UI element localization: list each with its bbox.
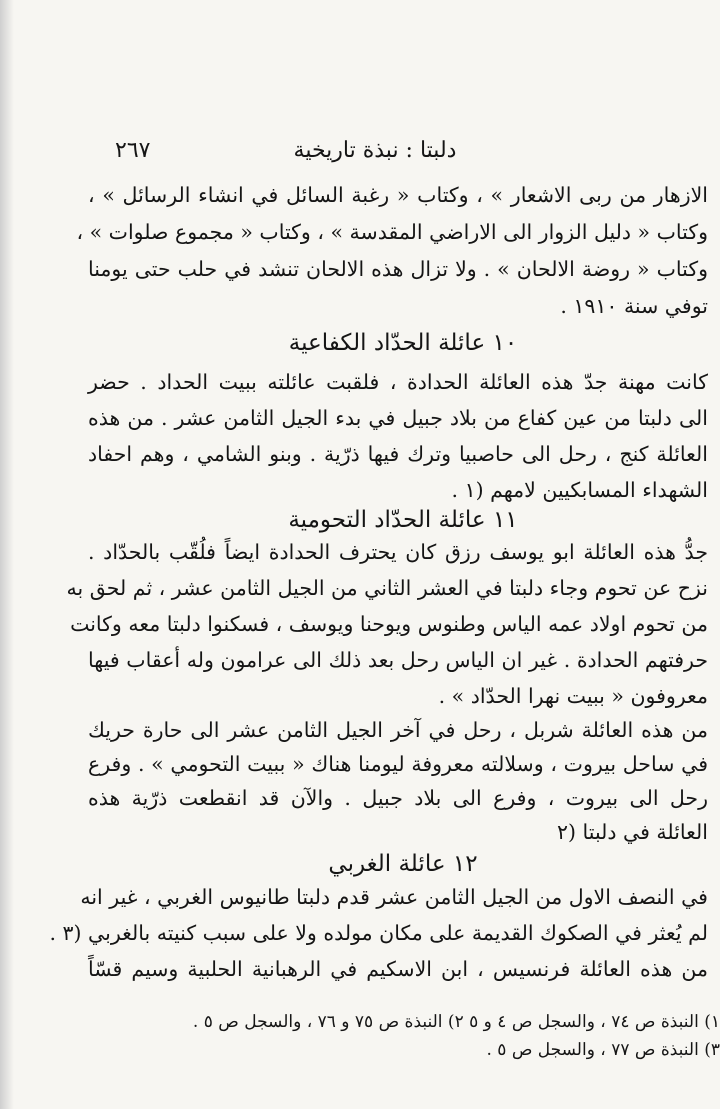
text-line: من هذه العائلة شربل ، رحل في آخر الجيل الثامن عشر الى حارة حريك: [88, 718, 708, 742]
text-line: وكتاب « روضة الالحان » . ولا تزال هذه الالحان تنشد في حلب حتى يومنا: [88, 257, 708, 281]
text-line: وكتاب « دليل الزوار الى الاراضي المقدسة » ، وكتاب « مجموع صلوات » ،: [76, 220, 708, 244]
text-line: توفي سنة ١٩١٠ .: [560, 294, 708, 318]
text-line: الازهار من ربى الاشعار » ، وكتاب « رغبة السائل في انشاء الرسائل » ،: [88, 183, 708, 207]
text-line: الشهداء المسابكيين لامهم (١ .: [451, 478, 708, 502]
text-line: في النصف الاول من الجيل الثامن عشر قدم دلبتا طانيوس الغربي ، غير انه: [80, 885, 708, 909]
text-line: من هذه العائلة فرنسيس ، ابن الاسكيم في الرهبانية الحلبية وسيم قسّاً: [88, 957, 708, 981]
footnote-line: ١) النبذة ص ٧٤ ، والسجل ص ٤ و ٥ ٢) النبذة ص ٧٥ و ٧٦ ، والسجل ص ٥ .: [192, 1012, 720, 1032]
text-line: جدُّ هذه العائلة ابو يوسف رزق كان يحترف الحدادة ايضاً فلُقّب بالحدّاد .: [88, 540, 708, 564]
text-line: العائلة في دلبتا (٢: [556, 820, 708, 844]
page-header: [95, 138, 655, 172]
section-heading-12: ١٢ عائلة الغربي: [328, 851, 478, 877]
text-line: لم يُعثر في الصكوك القديمة على مكان مولده ولا على سبب كنيته بالغربي (٣ .: [49, 921, 708, 945]
text-line: نزح عن تحوم وجاء دلبتا في العشر الثاني من الجيل الثامن عشر ، ثم لحق به: [66, 576, 708, 600]
text-line: من تحوم اولاد عمه الياس وطنوس ويوحنا ويوسف ، فسكنوا دلبتا معه وكانت: [70, 612, 708, 636]
section-heading-11: ١١ عائلة الحدّاد التحومية: [288, 507, 518, 533]
section-heading-10: ١٠ عائلة الحدّاد الكفاعية: [288, 330, 518, 356]
text-line: كانت مهنة جدّ هذه العائلة الحدادة ، فلقبت عائلته ببيت الحداد . حضر: [88, 370, 708, 394]
running-title: دلبتا : نبذة تاريخية: [293, 138, 457, 163]
footnote-line: ٣) النبذة ص ٧٧ ، والسجل ص ٥ .: [486, 1040, 720, 1060]
text-line: حرفتهم الحدادة . غير ان الياس رحل بعد ذلك الى عرامون وله أعقاب فيها: [88, 648, 708, 672]
text-line: الى دلبتا من عين كفاع من بلاد جبيل في بدء الجيل الثامن عشر . من هذه: [88, 406, 708, 430]
page-spine-shadow: [0, 0, 14, 1109]
page-number: ٢٦٧: [115, 138, 151, 163]
text-line: معروفون « ببيت نهرا الحدّاد » .: [438, 684, 708, 708]
text-line: في ساحل بيروت ، وسلالته معروفة ليومنا هناك « ببيت التحومي » . وفرع: [88, 752, 708, 776]
text-line: العائلة كنج ، رحل الى حاصبيا وترك فيها ذرّية . وبنو الشامي ، وهم احفاد: [88, 442, 708, 466]
text-line: رحل الى بيروت ، وفرع الى بلاد جبيل . والآن قد انقطعت ذرّية هذه: [88, 786, 708, 810]
